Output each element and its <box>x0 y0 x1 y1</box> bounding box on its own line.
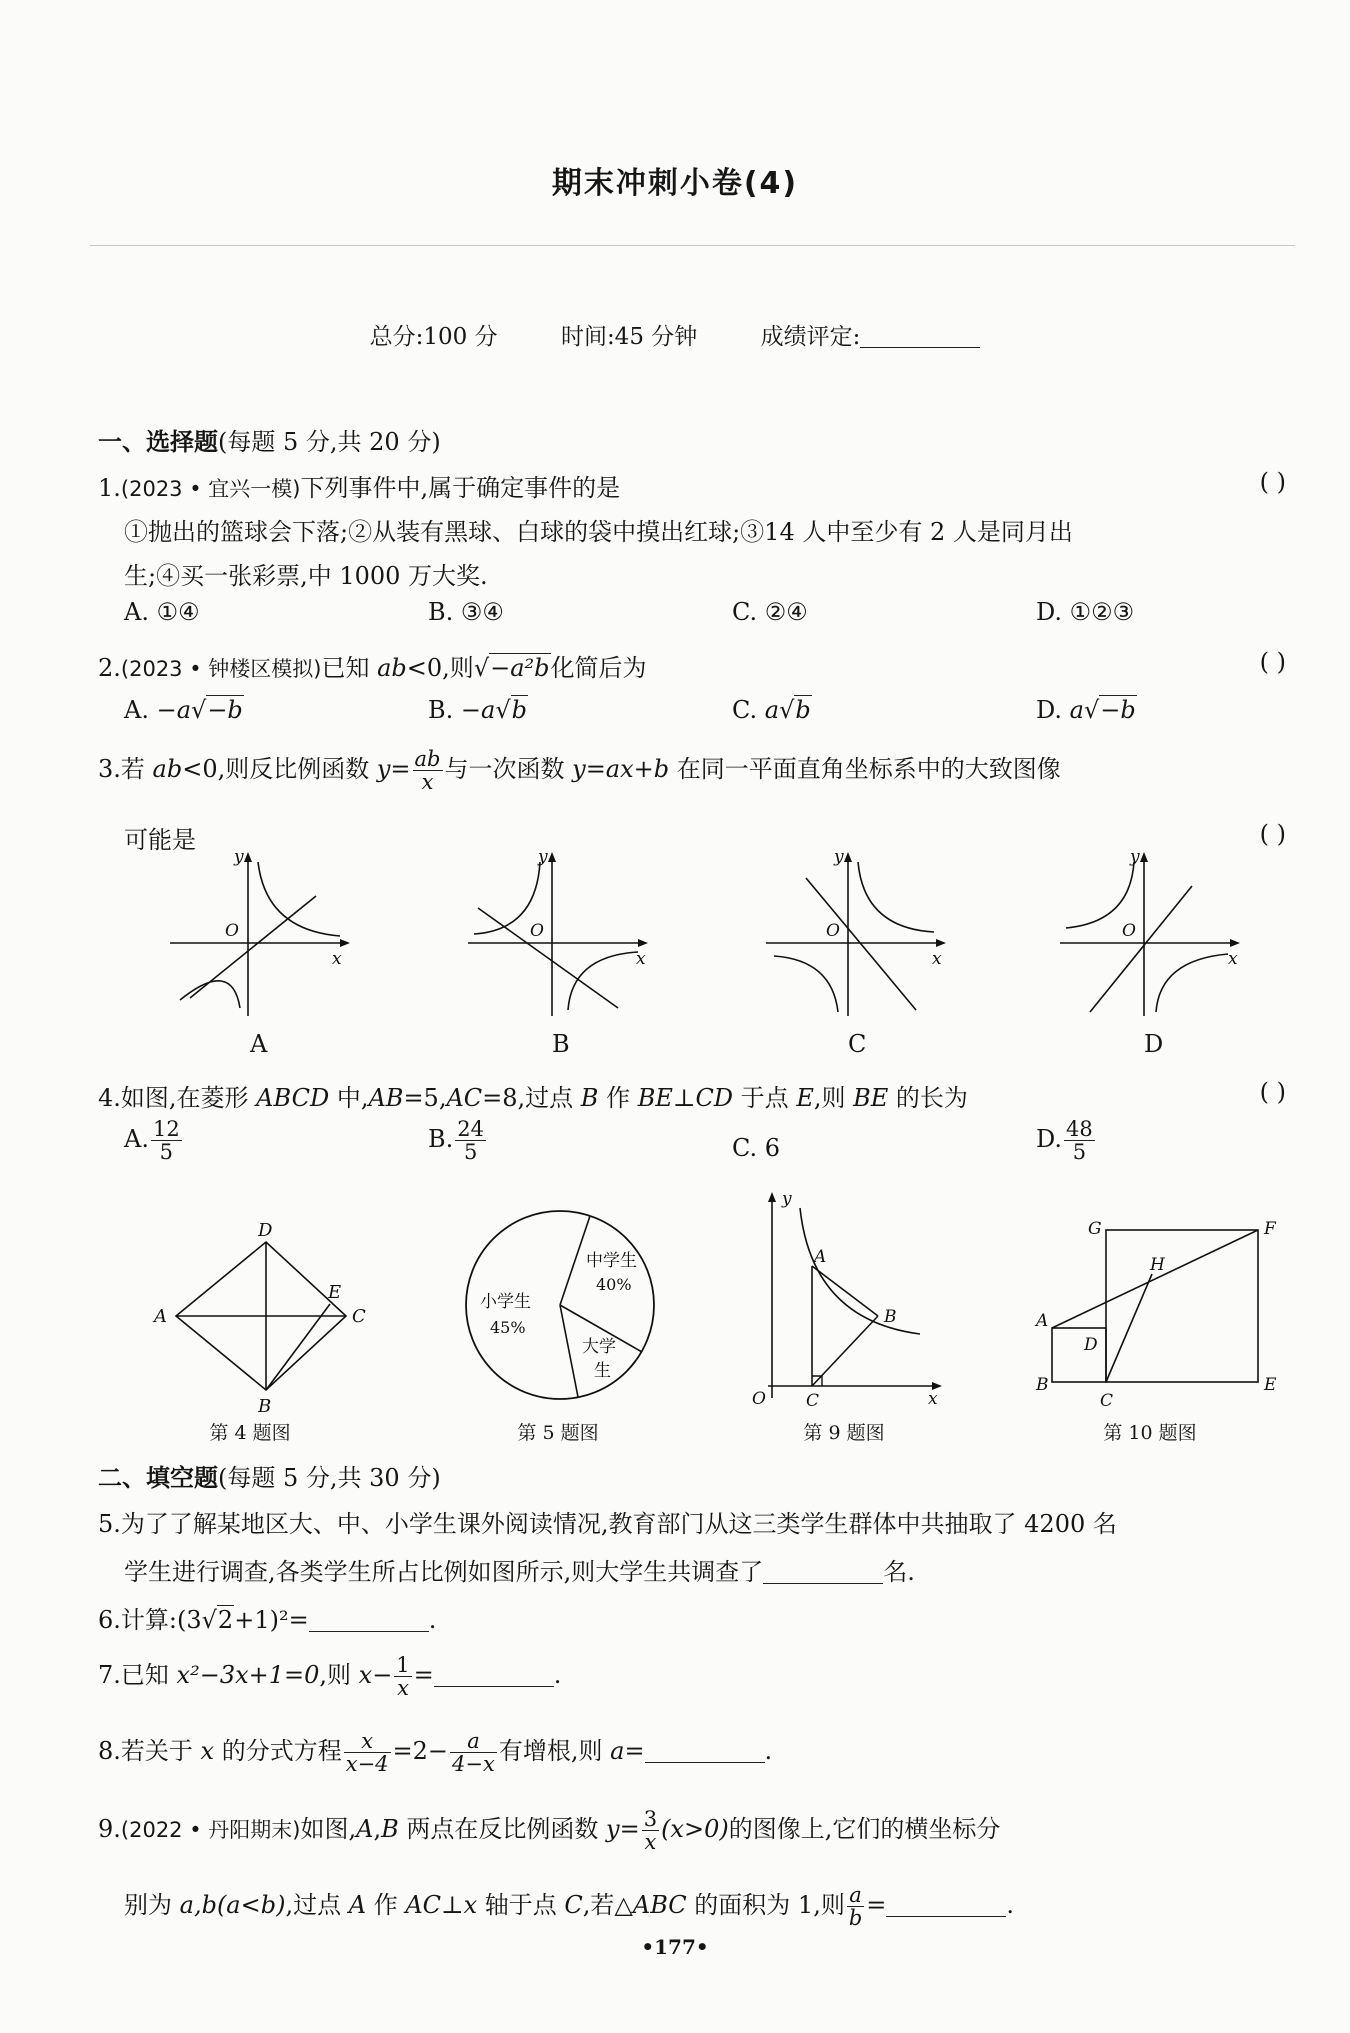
sector-college-label-2: 生 <box>594 1361 611 1381</box>
grade-blank[interactable] <box>860 325 980 348</box>
q2-option-d-label: D. <box>1036 696 1070 724</box>
x-label: x <box>928 1389 938 1409</box>
q2-option-d[interactable] <box>1036 696 1137 724</box>
q4-option-b[interactable] <box>428 1118 488 1163</box>
q6-end: . <box>428 1606 437 1634</box>
q2-answer-paren[interactable]: ( ) <box>1259 648 1286 676</box>
sector-middle-pct: 40% <box>596 1275 632 1294</box>
q6-text2: +1)²= <box>234 1606 309 1634</box>
q7-minus: − <box>372 1661 393 1690</box>
sector-primary-label: 小学生 <box>480 1292 531 1312</box>
frac-num: x <box>344 1730 391 1753</box>
q3-graph-c[interactable] <box>766 848 956 1018</box>
q9-y: y= <box>606 1815 640 1844</box>
q5-answer-blank[interactable] <box>763 1561 883 1584</box>
q7-answer-blank[interactable] <box>434 1664 554 1687</box>
q4-text1: 如图,在菱形 <box>120 1084 257 1112</box>
segment-be <box>266 1304 330 1390</box>
title-divider <box>90 245 1295 246</box>
q4-cd: CD <box>695 1084 734 1112</box>
q3-graph-d[interactable] <box>1060 848 1250 1018</box>
frac-den: 5 <box>159 1140 174 1165</box>
point-c-label: C <box>352 1306 366 1327</box>
q5-line1 <box>98 1504 1117 1539</box>
point-d-label: D <box>258 1220 273 1241</box>
q8-fraction-2 <box>450 1730 497 1775</box>
radical-sign: √ <box>779 696 795 724</box>
frac-den: x <box>397 1676 409 1701</box>
q4-text5: ,则 <box>813 1084 854 1112</box>
x-arrow <box>1230 939 1240 947</box>
q2-option-a-rad: −b <box>207 696 243 724</box>
q5-line2 <box>124 1552 915 1587</box>
q9-comma: , <box>373 1815 382 1844</box>
point-b-label: B <box>884 1307 897 1327</box>
frac-den: x <box>644 1830 657 1855</box>
q9-answer-blank[interactable] <box>886 1894 1006 1917</box>
origin-label: O <box>225 921 239 941</box>
q3-label-a: A <box>250 1030 268 1058</box>
q9-text3: 的图像上,它们的横坐标分 <box>728 1815 1001 1844</box>
q3-line2: 可能是 <box>124 826 196 854</box>
y-label: y <box>1130 847 1140 867</box>
q1-option-d[interactable]: D. ①②③ <box>1036 598 1135 626</box>
point-e-label: E <box>328 1282 342 1303</box>
q4-be: BE <box>637 1084 673 1112</box>
q2-option-b-coef: a <box>481 696 496 724</box>
q8-eq: =2− <box>392 1737 449 1766</box>
square-abcd <box>1052 1328 1106 1382</box>
point-b-label: B <box>1036 1375 1049 1395</box>
pie-divider-3 <box>560 1305 578 1397</box>
y-label: y <box>234 847 244 867</box>
q4-option-b-frac <box>455 1118 486 1163</box>
q9-text1: 如图, <box>300 1815 357 1844</box>
linear-line <box>806 878 916 1010</box>
q9-point-c: C <box>564 1891 583 1920</box>
q9-line2 <box>124 1884 1014 1929</box>
q3-linear: y=ax+b <box>572 755 670 784</box>
frac-den: 5 <box>1072 1140 1087 1165</box>
q2-option-b-rad: b <box>511 696 527 724</box>
sector-middle-label: 中学生 <box>586 1251 637 1271</box>
q2-option-c-coef: a <box>764 696 780 724</box>
q9-point-a: A <box>348 1891 367 1920</box>
origin-label: O <box>752 1389 766 1409</box>
q5-text: 为了了解某地区大、中、小学生课外阅读情况,教育部门从这三类学生群体中共抽取了 4200 名 <box>120 1510 1117 1538</box>
x-label: x <box>636 949 646 969</box>
linear-line <box>190 896 316 998</box>
q1-source: (2023 • 宜兴一模) <box>120 477 301 501</box>
section2-title: 二、填空题 <box>98 1464 218 1492</box>
q3-text4: 在同一平面直角坐标系中的大致图像 <box>669 755 1061 784</box>
x-label: x <box>332 949 342 969</box>
point-g-label: G <box>1088 1219 1102 1239</box>
q8-x: x <box>200 1737 215 1766</box>
point-b-label: B <box>258 1396 272 1417</box>
q3-label-b: B <box>552 1030 570 1058</box>
q4-text4: 于点 <box>733 1084 797 1112</box>
q3-answer-paren[interactable]: ( ) <box>1259 820 1286 848</box>
q1-number: 1. <box>98 474 121 502</box>
frac-num: 48 <box>1066 1117 1093 1141</box>
q3-text2: <0,则反比例函数 <box>182 755 377 784</box>
q1-events-line2: 生;④买一张彩票,中 1000 万大奖. <box>124 562 488 590</box>
q4-rhombus: ABCD <box>256 1084 330 1112</box>
origin-label: O <box>1122 921 1136 941</box>
q2-var: ab <box>377 654 407 682</box>
q4-ac: AC <box>446 1084 483 1112</box>
q4-be2: BE <box>853 1084 889 1112</box>
fig4-rhombus-diagram <box>148 1218 378 1418</box>
point-e-label: E <box>1264 1375 1277 1395</box>
q5-text3: 名. <box>883 1558 915 1586</box>
q2-option-c-rad: b <box>795 696 811 724</box>
q7-end: . <box>553 1661 562 1690</box>
q8-number: 8. <box>98 1737 121 1766</box>
y-label: y <box>538 847 548 867</box>
section2-heading <box>98 1458 441 1493</box>
point-a-label: A <box>154 1306 167 1327</box>
q3-y: y= <box>376 755 411 784</box>
radical-sign: √ <box>201 1606 217 1634</box>
hyperbola-q2 <box>1066 862 1134 928</box>
q2-number: 2. <box>98 654 121 682</box>
q9-a: A <box>356 1815 374 1844</box>
q4-ab: AB <box>368 1084 404 1112</box>
q4-stem <box>98 1078 968 1113</box>
q9-line1 <box>98 1808 1000 1853</box>
q9-source: (2022 • 丹阳期末) <box>120 1818 301 1843</box>
score-header <box>0 318 1350 351</box>
frac-num: 24 <box>457 1117 484 1141</box>
hyperbola-q1 <box>858 862 934 932</box>
fig10-diagram <box>1034 1216 1284 1416</box>
fig9-caption: 第 9 题图 <box>803 1422 885 1444</box>
q9-fraction <box>642 1808 659 1853</box>
q1-option-a[interactable]: A. ①④ <box>124 598 200 626</box>
q9-x: x <box>463 1891 478 1920</box>
q9-perp: ⊥ <box>441 1891 464 1920</box>
q2-option-d-rad: −b <box>1100 696 1136 724</box>
q2-option-d-coef: a <box>1069 696 1084 724</box>
y-label: y <box>834 847 844 867</box>
q2-option-b[interactable] <box>428 696 528 724</box>
section1-title: 一、选择题 <box>98 428 218 456</box>
q8-text1: 若关于 <box>120 1737 201 1766</box>
q9-text5: ,过点 <box>285 1891 349 1920</box>
q7-fraction <box>394 1654 411 1699</box>
x-arrow <box>936 939 946 947</box>
y-arrow <box>1140 852 1148 862</box>
origin-label: O <box>530 921 544 941</box>
point-a-label: A <box>1036 1311 1049 1331</box>
linear-line <box>478 908 618 1008</box>
q8-equals: = <box>624 1737 645 1766</box>
radical-sign: √ <box>1083 696 1100 724</box>
frac-den: x−4 <box>345 1752 389 1777</box>
q2-option-a[interactable] <box>124 696 244 724</box>
q3-number: 3. <box>98 755 121 784</box>
q4-point-b: B <box>580 1084 599 1112</box>
q4-option-a[interactable] <box>124 1118 184 1163</box>
x-label: x <box>1228 949 1238 969</box>
q1-option-b[interactable]: B. ③④ <box>428 598 504 626</box>
section1-heading <box>98 422 441 457</box>
q2-stem <box>98 648 647 683</box>
radical-sign: √ <box>473 654 490 682</box>
q5-text2: 学生进行调查,各类学生所占比例如图所示,则大学生共调查了 <box>124 1558 764 1586</box>
x-arrow <box>340 939 350 947</box>
q8-fraction-1 <box>344 1730 391 1775</box>
fig9-diagram <box>740 1186 950 1416</box>
frac-den: 4−x <box>452 1752 495 1777</box>
q3-frac-den: x <box>421 770 434 795</box>
x-arrow <box>638 939 648 947</box>
frac-num: 3 <box>643 1807 658 1831</box>
grade-field <box>761 324 981 350</box>
q6-answer-blank[interactable] <box>309 1609 429 1632</box>
q1-stem <box>98 468 620 503</box>
linear-line <box>1090 886 1192 1012</box>
q4-option-d[interactable] <box>1036 1118 1097 1163</box>
segment-ch <box>1106 1274 1152 1382</box>
section1-note: (每题 5 分,共 20 分) <box>218 428 441 456</box>
q4-text2: 中, <box>329 1084 369 1112</box>
q8-text2: 的分式方程 <box>214 1737 342 1766</box>
point-a-label: A <box>814 1247 827 1267</box>
q2-option-c[interactable] <box>732 696 812 724</box>
hyperbola-q3 <box>774 956 838 1012</box>
y-label: y <box>782 1189 792 1209</box>
segment-ab <box>812 1266 878 1316</box>
q2-radicand: −a²b <box>490 654 550 682</box>
square-cefg <box>1106 1230 1258 1382</box>
fig10-caption: 第 10 题图 <box>1103 1422 1197 1444</box>
q6-line <box>98 1600 436 1635</box>
q5-number: 5. <box>98 1510 121 1538</box>
page-number: •177• <box>641 1935 709 1959</box>
total-score: 总分:100 分 <box>369 324 498 350</box>
q3-graph-a[interactable] <box>170 848 360 1018</box>
q2-text: 已知 <box>321 654 378 682</box>
point-f-label: F <box>1264 1219 1276 1239</box>
q7-line <box>98 1654 561 1699</box>
y-arrow <box>548 852 556 862</box>
q9-fraction-2 <box>847 1884 864 1929</box>
q8-text3: 有增根,则 <box>498 1737 611 1766</box>
q7-text2: ,则 <box>319 1661 359 1690</box>
q7-equation: x²−3x+1=0 <box>176 1661 320 1690</box>
q2-option-a-label: A. − <box>124 696 177 724</box>
q3-var: ab <box>152 755 183 784</box>
q1-question: 下列事件中,属于确定事件的是 <box>300 474 621 502</box>
q9-ab: a,b(a<b) <box>179 1891 286 1920</box>
frac-den: b <box>848 1906 863 1931</box>
hyperbola-q4 <box>568 952 638 1010</box>
q3-fraction <box>413 748 443 793</box>
frac-num: a <box>847 1884 864 1907</box>
q3-label-c: C <box>848 1030 867 1058</box>
sector-primary-pct: 45% <box>490 1318 526 1337</box>
q2-source: (2023 • 钟楼区模拟) <box>120 657 322 681</box>
q7-x: x <box>358 1661 373 1690</box>
q1-option-c[interactable]: C. ②④ <box>732 598 808 626</box>
fig4-caption: 第 4 题图 <box>209 1422 291 1444</box>
fig5-pie-chart <box>460 1200 660 1410</box>
q1-events-line1: ①抛出的篮球会下落;②从装有黑球、白球的袋中摸出红球;③14 人中至少有 2 人是同月出 <box>124 518 1073 546</box>
q3-text3: 与一次函数 <box>444 755 573 784</box>
q9-number: 9. <box>98 1815 121 1844</box>
section2-note: (每题 5 分,共 30 分) <box>218 1464 441 1492</box>
q9-text2: 两点在反比例函数 <box>398 1815 607 1844</box>
origin-label: O <box>826 921 840 941</box>
q7-equals: = <box>413 1661 434 1690</box>
q2-text2: <0,则 <box>406 654 474 682</box>
q4-option-a-label: A. <box>124 1125 149 1154</box>
q4-option-a-frac <box>151 1118 182 1163</box>
frac-num: 12 <box>152 1117 180 1141</box>
q4-perp: ⊥ <box>672 1084 696 1112</box>
q8-line <box>98 1730 772 1775</box>
y-arrow <box>844 852 852 862</box>
q3-stem <box>98 748 1061 793</box>
q4-text6: 的长为 <box>888 1084 968 1112</box>
q2-text3: 化简后为 <box>550 654 647 682</box>
hyperbola-q1 <box>258 862 340 936</box>
q8-end: . <box>764 1737 773 1766</box>
q2-option-b-label: B. − <box>428 696 482 724</box>
frac-num: a <box>450 1730 497 1753</box>
time-limit: 时间:45 分钟 <box>560 324 698 350</box>
point-d-label: D <box>1084 1335 1098 1355</box>
q7-text1: 已知 <box>120 1661 177 1690</box>
y-arrow <box>768 1192 776 1202</box>
point-c-label: C <box>1100 1391 1114 1411</box>
frac-num: 1 <box>396 1653 410 1677</box>
q3-graph-b[interactable] <box>468 848 658 1018</box>
q2-option-a-coef: a <box>176 696 192 724</box>
q9-end: . <box>1006 1891 1015 1920</box>
q4-option-d-frac <box>1064 1118 1095 1163</box>
q6-number: 6. <box>98 1606 121 1634</box>
y-arrow <box>244 852 252 862</box>
q9-b: B <box>381 1815 399 1844</box>
q4-text3: 作 <box>598 1084 638 1112</box>
q9-ac: AC <box>405 1891 442 1920</box>
q4-ab-val: =5, <box>403 1084 447 1112</box>
hyperbola-q4 <box>1156 954 1228 1012</box>
q4-option-c[interactable]: C. 6 <box>732 1134 781 1162</box>
radical-sign: √ <box>495 696 511 724</box>
q9-text7: 轴于点 <box>477 1891 565 1920</box>
point-c-label: C <box>806 1391 820 1411</box>
q3-text1: 若 <box>120 755 153 784</box>
q4-answer-paren[interactable]: ( ) <box>1259 1078 1286 1106</box>
sector-college-label: 大学 <box>582 1337 616 1357</box>
q3-label-d: D <box>1144 1030 1164 1058</box>
q9-abc: ABC <box>632 1891 687 1920</box>
q3-frac-num: ab <box>414 747 441 771</box>
q4-option-b-label: B. <box>428 1125 454 1154</box>
page-title: 期末冲刺小卷(4) <box>551 166 799 201</box>
radical-sign: √ <box>191 696 207 724</box>
q9-text4: 别为 <box>124 1891 180 1920</box>
q9-text6: 作 <box>366 1891 406 1920</box>
point-h-label: H <box>1150 1255 1165 1275</box>
q2-option-c-label: C. <box>732 696 765 724</box>
q4-number: 4. <box>98 1084 121 1112</box>
q9-cond: (x>0) <box>661 1815 729 1844</box>
q8-a: a <box>610 1737 625 1766</box>
q6-text1: 计算:(3 <box>120 1606 202 1634</box>
hyperbola-q3 <box>180 981 240 1008</box>
fig5-caption: 第 5 题图 <box>517 1422 599 1444</box>
segment-af <box>1052 1230 1258 1328</box>
q6-radicand: 2 <box>217 1606 234 1634</box>
q4-option-d-label: D. <box>1036 1125 1063 1154</box>
q8-answer-blank[interactable] <box>645 1740 765 1763</box>
grade-label: 成绩评定: <box>760 324 861 350</box>
q1-answer-paren[interactable]: ( ) <box>1259 468 1286 496</box>
frac-den: 5 <box>463 1140 478 1165</box>
x-label: x <box>932 949 942 969</box>
q9-text9: 的面积为 1,则 <box>686 1891 845 1920</box>
q9-text8: ,若△ <box>582 1891 633 1920</box>
q4-point-e: E <box>796 1084 814 1112</box>
q7-number: 7. <box>98 1661 121 1690</box>
q4-ac-val: =8,过点 <box>482 1084 581 1112</box>
q9-equals: = <box>866 1891 887 1920</box>
